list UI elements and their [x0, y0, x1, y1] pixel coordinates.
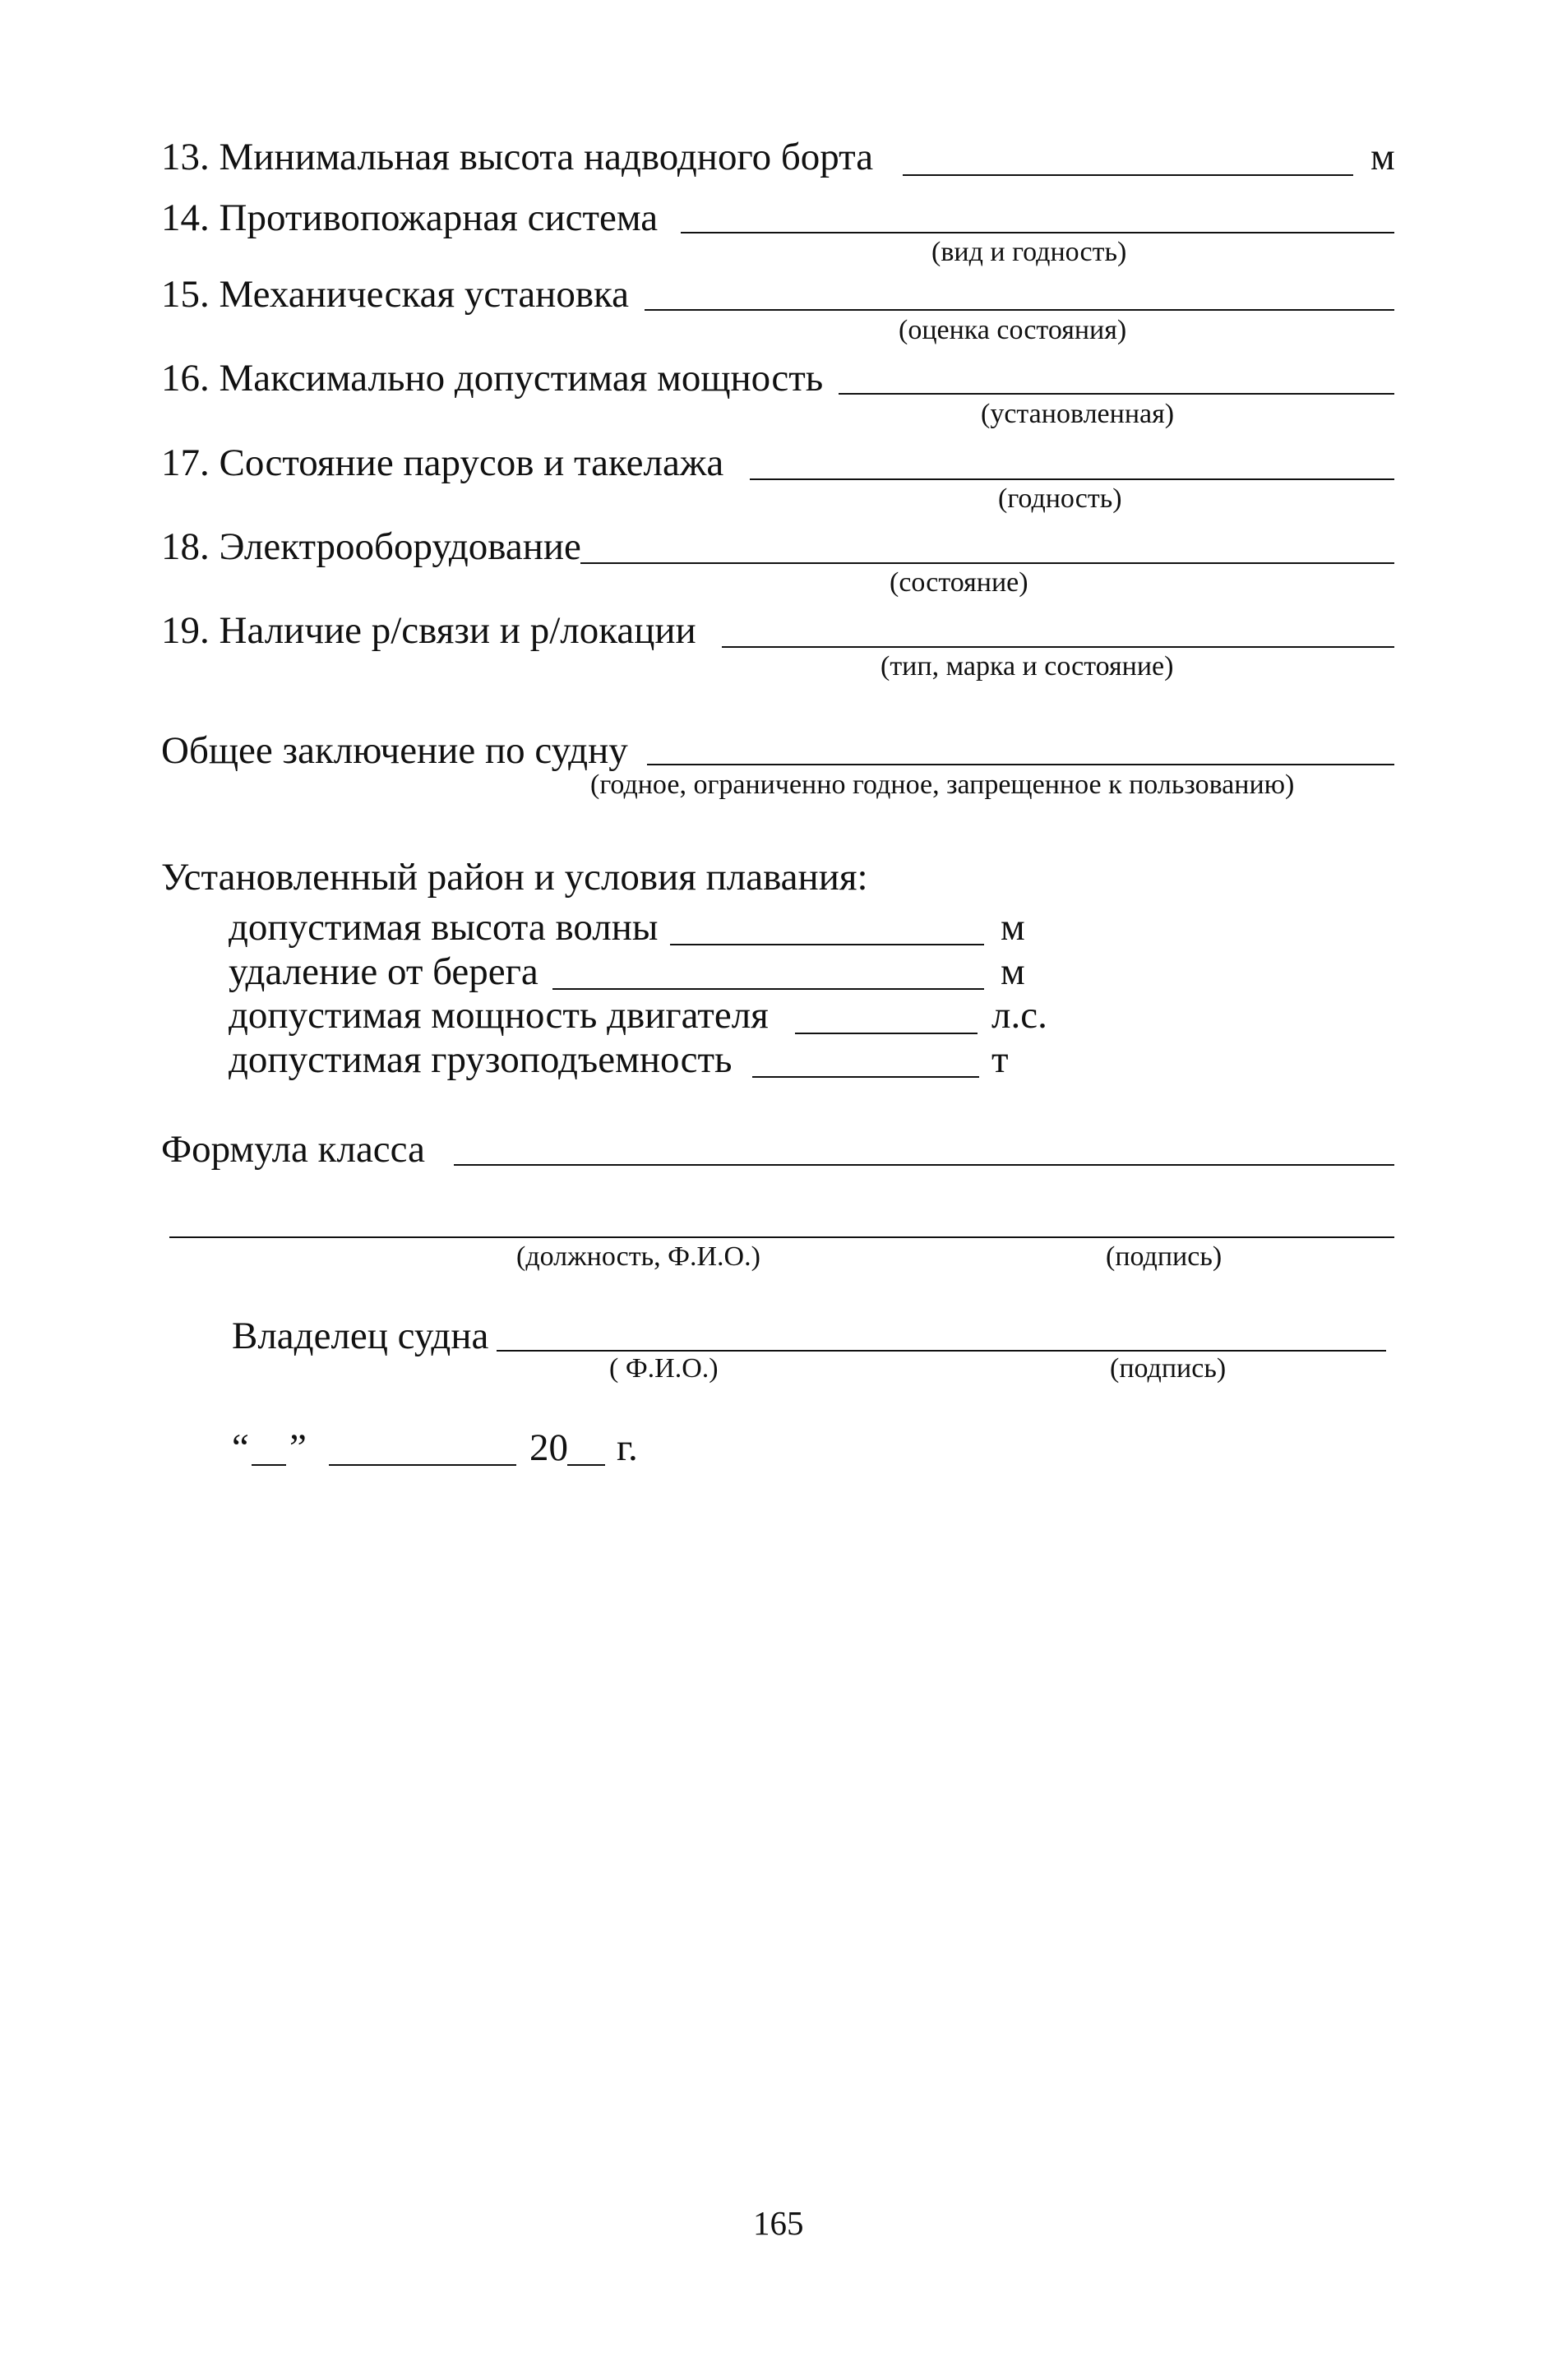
shore-distance-field[interactable] — [552, 988, 984, 990]
engine-power-unit: л.с. — [991, 994, 1047, 1037]
item-14-hint: (вид и годность) — [931, 237, 1127, 267]
date-year-field[interactable] — [567, 1464, 605, 1466]
wave-height-field[interactable] — [670, 944, 984, 945]
formula-label: Формула класса — [161, 1128, 425, 1171]
load-capacity-field[interactable] — [752, 1076, 979, 1078]
wave-height-unit: м — [1001, 906, 1025, 949]
owner-signature-hint: (подпись) — [1110, 1353, 1227, 1384]
item-18-label: 18. Электрооборудование — [161, 525, 581, 568]
wave-height-label: допустимая высота волны — [229, 906, 659, 949]
item-13-label: 13. Минимальная высота надводного борта — [161, 136, 874, 178]
owner-field[interactable] — [497, 1350, 1386, 1352]
item-17-field[interactable] — [750, 478, 1394, 480]
date-month-field[interactable] — [329, 1464, 516, 1466]
item-17-hint: (годность) — [998, 483, 1122, 514]
inspector-position-hint: (должность, Ф.И.О.) — [516, 1241, 760, 1272]
owner-label: Владелец судна — [232, 1315, 489, 1357]
conclusion-field[interactable] — [647, 764, 1394, 765]
inspector-signature-hint: (подпись) — [1106, 1241, 1223, 1272]
date-quote-open: “ — [232, 1426, 249, 1469]
area-heading: Установленный район и условия плавания: — [161, 856, 868, 899]
conclusion-label: Общее заключение по судну — [161, 729, 628, 772]
item-17-label: 17. Состояние парусов и такелажа — [161, 441, 724, 484]
item-15-field[interactable] — [645, 309, 1394, 311]
item-14-label: 14. Противопожарная система — [161, 196, 659, 239]
item-19-label: 19. Наличие р/связи и р/локации — [161, 609, 696, 652]
formula-field[interactable] — [454, 1164, 1394, 1166]
item-15-hint: (оценка состояния) — [899, 315, 1127, 345]
item-16-field[interactable] — [839, 393, 1394, 395]
load-capacity-label: допустимая грузоподъемность — [229, 1038, 733, 1081]
page-number: 165 — [753, 2204, 804, 2242]
owner-name-hint: ( Ф.И.О.) — [609, 1353, 719, 1384]
item-13-field[interactable] — [903, 174, 1353, 176]
item-18-hint: (состояние) — [890, 567, 1028, 598]
shore-distance-label: удаление от берега — [229, 950, 538, 993]
engine-power-label: допустимая мощность двигателя — [229, 994, 769, 1037]
date-day-field[interactable] — [252, 1464, 286, 1466]
item-15-label: 15. Механическая установка — [161, 273, 630, 316]
conclusion-hint: (годное, ограниченно годное, запрещенное к пользованию) — [590, 769, 1295, 800]
engine-power-field[interactable] — [795, 1033, 978, 1034]
item-18-field[interactable] — [580, 562, 1394, 564]
item-19-field[interactable] — [722, 646, 1394, 648]
item-13-unit: м — [1370, 136, 1395, 178]
item-16-hint: (установленная) — [981, 399, 1175, 429]
shore-distance-unit: м — [1001, 950, 1025, 993]
date-year-prefix: 20 — [529, 1426, 568, 1469]
item-19-hint: (тип, марка и состояние) — [880, 651, 1174, 682]
date-year-suffix: г. — [617, 1426, 638, 1469]
inspector-field[interactable] — [169, 1236, 1394, 1238]
load-capacity-unit: т — [991, 1038, 1009, 1081]
item-14-field[interactable] — [681, 232, 1394, 233]
date-quote-close: ” — [289, 1426, 307, 1469]
item-16-label: 16. Максимально допустимая мощность — [161, 357, 824, 400]
